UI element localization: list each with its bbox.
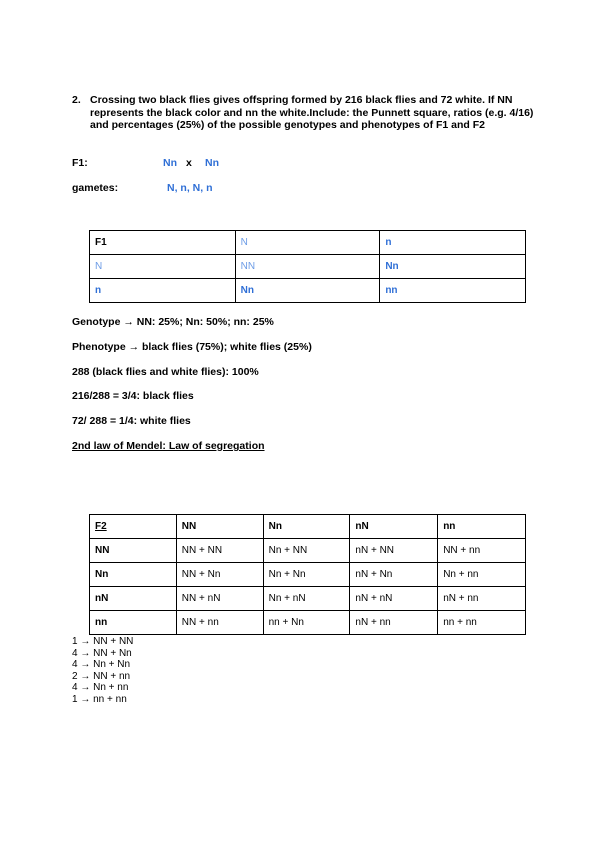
gametes-value: N, n, N, n [167,182,213,194]
f1-table-col-header: n [380,231,526,255]
f1-line [72,157,219,169]
f2-table-cell: NN + nn [176,611,263,635]
f2-table-col-header: Nn [263,515,350,539]
f1-table-header-row [90,231,526,255]
f2-table-cell: NN + NN [176,539,263,563]
f2-table-cell: nN + Nn [350,563,438,587]
f2-table-row-header: Nn [90,563,177,587]
f1-table-cell: nn [380,279,526,303]
white-ratio: 72/ 288 = 1/4: white flies [72,415,191,427]
question-block [72,94,542,132]
genotype-result: Genotype → NN: 25%; Nn: 50%; nn: 25% [72,316,274,328]
f2-table-cell: nN + nn [438,587,526,611]
f2-table-row-header: nn [90,611,177,635]
f1-table-row-header: n [90,279,236,303]
question-text: Crossing two black flies gives offspring formed by 216 black flies and 72 white. If NN represents the black color and nn the white.Include: the Punnett square, ratios (e.g. 4/16) and percentages (25%) of the possible genotypes and phenotypes of F1 and F2 [90,94,534,131]
combination-list [72,636,133,705]
f1-parent-1: Nn [163,157,177,169]
f2-table-cell: nn + Nn [263,611,350,635]
f2-table-corner: F2 [90,515,177,539]
question-number: 2. [72,94,81,106]
f2-table-col-header: NN [176,515,263,539]
f1-table-row [90,255,526,279]
phenotype-result: Phenotype → black flies (75%); white flies (25%) [72,341,312,353]
list-item: 4 → Nn + nn [72,682,129,693]
f2-table-row [90,539,526,563]
f2-table-cell: Nn + nN [263,587,350,611]
f1-cross-sign: x [186,157,192,169]
f1-punnett-square [89,230,526,303]
f2-table-cell: nN + nn [350,611,438,635]
f1-table-cell: NN [235,255,380,279]
gametes-label: gametes: [72,182,119,194]
list-item: 1 → nn + nn [72,693,127,705]
f2-table-row-header: nN [90,587,177,611]
f2-table-row [90,563,526,587]
f2-punnett-square [89,514,526,635]
f2-table-cell: NN + nN [176,587,263,611]
f2-table-cell: nN + nN [350,587,438,611]
f1-table-cell: Nn [380,255,526,279]
f2-table-cell: NN + nn [438,539,526,563]
f2-table-header-row [90,515,526,539]
f2-table-row-header: NN [90,539,177,563]
list-item: 1 → NN + NN [72,636,134,647]
f2-table-row [90,587,526,611]
f1-table-col-header: N [235,231,380,255]
f2-table-cell: nn + nn [438,611,526,635]
f1-table-row [90,279,526,303]
f2-table-cell: Nn + NN [263,539,350,563]
mendel-law: 2nd law of Mendel: Law of segregation [72,440,265,452]
f1-parent-2: Nn [205,157,219,169]
f1-table-row-header: N [90,255,236,279]
black-ratio: 216/288 = 3/4: black flies [72,390,194,402]
f2-table-cell: Nn + Nn [263,563,350,587]
f2-table-col-header: nN [350,515,438,539]
f2-table-cell: Nn + nn [438,563,526,587]
f1-label: F1: [72,157,88,169]
total-result: 288 (black flies and white flies): 100% [72,366,259,378]
gametes-line [72,182,213,194]
list-item: 4 → Nn + Nn [72,659,131,670]
f2-table-row [90,611,526,635]
f2-table-col-header: nn [438,515,526,539]
f2-table-cell: NN + Nn [176,563,263,587]
list-item: 2 → NN + nn [72,670,131,682]
list-item: 4 → NN + Nn [72,647,132,659]
f1-table-corner: F1 [90,231,236,255]
f2-table-cell: nN + NN [350,539,438,563]
f1-table-cell: Nn [235,279,380,303]
